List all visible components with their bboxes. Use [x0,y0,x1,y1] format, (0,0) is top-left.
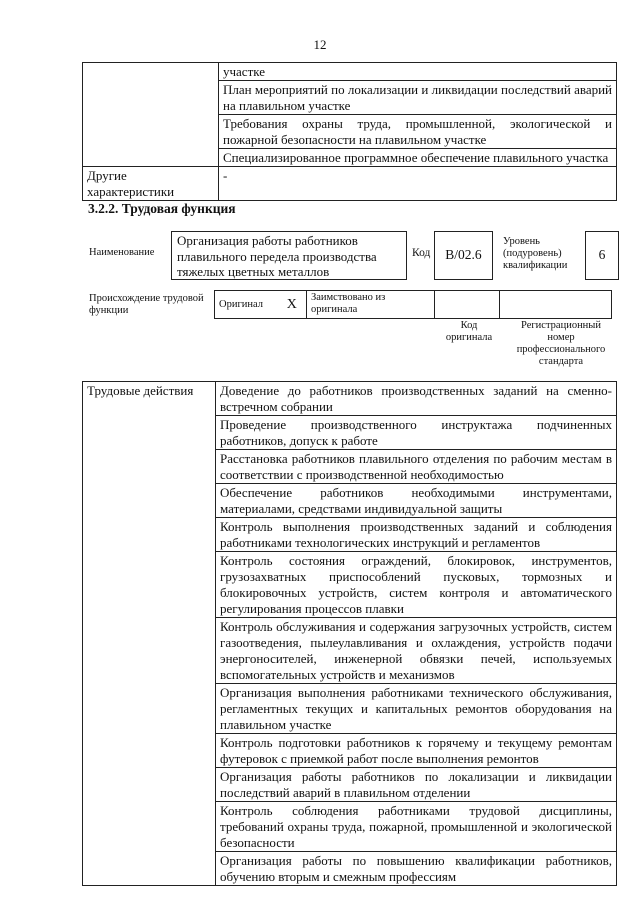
reg-number-cell [500,291,612,319]
original-mark: X [278,291,307,319]
page-number: 12 [313,37,327,52]
labor-action-item: Контроль подготовки работников к горячему и текущему ремонтам футеровок с приемкой работ после выполнения ремонтов [216,734,617,768]
top-row-2: План мероприятий по локализации и ликвидации последствий аварий на плавильном участке [219,81,617,115]
labor-action-item: Контроль выполнения производственных заданий и соблюдения работниками технологических инструкций и регламентов [216,518,617,552]
section-heading: 3.2.2. Трудовая функция [88,201,236,216]
labor-action-item: Организация выполнения работниками технического обслуживания, регламентных текущих и капитальных ремонтов оборудования на плавильном участке [216,684,617,734]
borrowed-label: Заимствовано из оригинала [307,291,435,319]
labor-action-item: Доведение до работников производственных заданий на сменно-встречном собрании [216,382,617,416]
labor-action-item: Проведение производственного инструктажа подчиненных работников, допуск к работе [216,416,617,450]
original-label: Оригинал [215,291,278,319]
reg-number-label: Регистрационный номер профессионального стандарта [516,320,606,367]
other-characteristics-value: - [219,167,617,201]
origin-table [214,290,612,319]
top-characteristics-table [82,62,617,201]
labor-action-item: Обеспечение работников необходимыми инструментами, материалами, средствами индивидуальной защиты [216,484,617,518]
code-label: Код [412,247,431,259]
labor-actions-table [82,381,617,886]
labor-action-item: Контроль состояния ограждений, блокировок, инструментов, грузозахватных приспособлений пусковых, тормозных и блокировочных устройств, систем контроля и автоматического регулирования процессов плавки [216,552,617,618]
labor-action-item: Контроль соблюдения работниками трудовой дисциплины, требований охраны труда, пожарной, промышленной и экологической безопасности [216,802,617,852]
top-row-4: Специализированное программное обеспечение плавильного участка [219,149,617,167]
top-row-1: участке [219,63,617,81]
function-code-box: B/02.6 [434,231,493,280]
labor-action-item: Контроль обслуживания и содержания загрузочных устройств, систем газоотведения, пылеулавливания и охлаждения, устройств подачи энергоносителей, инженерной обвязки печей, используемых вспомогательных устройств и механизмов [216,618,617,684]
top-row-3: Требования охраны труда, промышленной, экологической и пожарной безопасности на плавильном участке [219,115,617,149]
qualification-level-box: 6 [585,231,619,280]
origin-label: Происхождение трудовой функции [89,293,204,316]
empty-label-cell [83,63,219,167]
labor-actions-label: Трудовые действия [83,382,216,886]
labor-action-item: Расстановка работников плавильного отделения по рабочим местам в соответствии с производственной необходимостью [216,450,617,484]
other-characteristics-label: Другие характеристики [83,167,219,201]
name-label: Наименование [89,247,155,258]
qualification-level-label: Уровень (подуровень) квалификации [503,236,568,271]
code-original-label: Код оригинала [445,320,493,343]
code-original-cell [435,291,500,319]
function-name-box: Организация работы работников плавильного передела производства тяжелых цветных металлов [171,231,407,280]
labor-action-item: Организация работы по повышению квалификации работников, обучению вторым и смежным профессиям [216,852,617,886]
labor-action-item: Организация работы работников по локализации и ликвидации последствий аварий в плавильном отделении [216,768,617,802]
